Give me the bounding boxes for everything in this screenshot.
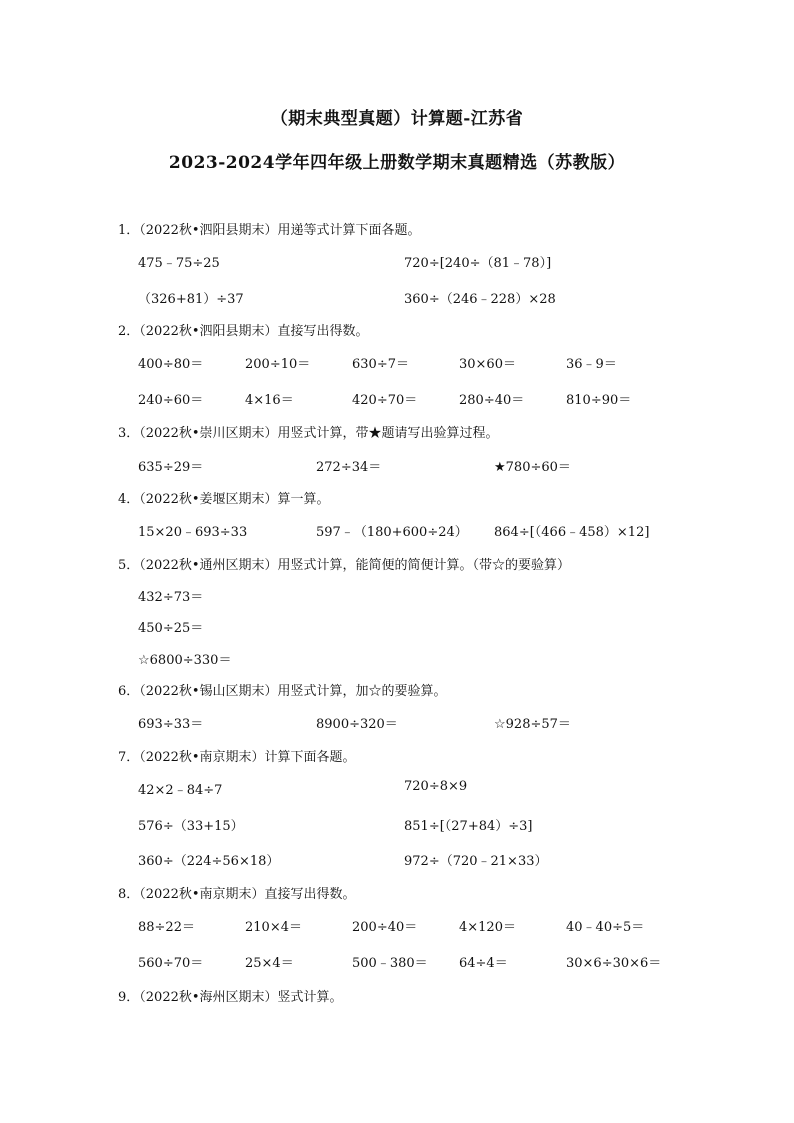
question-7-item: 360÷（224÷56×18）: [138, 854, 280, 869]
question-2-item: 630÷7＝: [352, 357, 409, 372]
question-8-item: 64÷4＝: [459, 956, 508, 971]
question-2-item: 240÷60＝: [138, 393, 204, 408]
question-3-item: 635÷29＝: [138, 460, 204, 475]
question-5-item: ☆6800÷330＝: [138, 653, 232, 668]
question-1-item: （326+81）÷37: [138, 292, 244, 307]
question-7: 7．（2022秋•南京期末）计算下面各题。: [118, 750, 356, 765]
question-8-item: 30×6÷30×6＝: [566, 956, 662, 971]
question-2: 2．（2022秋•泗阳县期末）直接写出得数。: [118, 324, 369, 339]
question-8-item: 25×4＝: [245, 956, 294, 971]
question-2-item: 30×60＝: [459, 357, 516, 372]
question-7-item: 576÷（33+15）: [138, 819, 244, 834]
question-6-item: 693÷33＝: [138, 717, 204, 732]
question-1-item: 475﹣75÷25: [138, 256, 220, 271]
question-8-item: 200÷40＝: [352, 920, 418, 935]
question-1: 1．（2022秋•泗阳县期末）用递等式计算下面各题。: [118, 223, 421, 238]
document-title: （期末典型真题）计算题-江苏省: [270, 109, 524, 129]
question-2-item: 810÷90＝: [566, 393, 632, 408]
question-8-item: 4×120＝: [459, 920, 516, 935]
question-4-item: 15×20﹣693÷33: [138, 525, 248, 540]
question-4-item: 864÷[（466﹣458）×12]: [494, 525, 650, 540]
question-7-item: 851÷[（27+84）÷3]: [404, 819, 533, 834]
question-5: 5．（2022秋•通州区期末）用竖式计算，能简便的简便计算。（带☆的要验算）: [118, 558, 571, 573]
question-5-item: 432÷73＝: [138, 590, 204, 605]
question-4: 4．（2022秋•姜堰区期末）算一算。: [118, 492, 330, 507]
question-9: 9．（2022秋•海州区期末）竖式计算。: [118, 990, 343, 1005]
question-6-item: ☆928÷57＝: [494, 717, 571, 732]
question-1-item: 720÷[240÷（81﹣78）]: [404, 256, 552, 271]
question-7-item: 720÷8×9: [404, 779, 468, 794]
question-1-item: 360÷（246﹣228）×28: [404, 292, 556, 307]
question-8-item: 500﹣380＝: [352, 956, 428, 971]
question-2-item: 200÷10＝: [245, 357, 311, 372]
question-2-item: 36﹣9＝: [566, 357, 617, 372]
question-3: 3．（2022秋•崇川区期末）用竖式计算，带★题请写出验算过程。: [118, 426, 499, 441]
question-5-item: 450÷25＝: [138, 621, 204, 636]
question-8-item: 40﹣40÷5＝: [566, 920, 645, 935]
question-7-item: 42×2﹣84÷7: [138, 783, 223, 798]
question-8: 8．（2022秋•南京期末）直接写出得数。: [118, 887, 356, 902]
question-8-item: 210×4＝: [245, 920, 302, 935]
question-8-item: 88÷22＝: [138, 920, 195, 935]
question-7-item: 972÷（720﹣21×33）: [404, 854, 548, 869]
question-2-item: 420÷70＝: [352, 393, 418, 408]
question-3-item: 272÷34＝: [316, 460, 382, 475]
question-6: 6．（2022秋•锡山区期末）用竖式计算，加☆的要验算。: [118, 684, 447, 699]
question-2-item: 4×16＝: [245, 393, 294, 408]
question-8-item: 560÷70＝: [138, 956, 204, 971]
question-2-item: 280÷40＝: [459, 393, 525, 408]
question-2-item: 400÷80＝: [138, 357, 204, 372]
question-3-item: ★780÷60＝: [494, 460, 571, 475]
document-subtitle: 2023-2024学年四年级上册数学期末真题精选（苏教版）: [168, 153, 626, 173]
question-4-item: 597﹣（180+600÷24）: [316, 525, 468, 540]
question-6-item: 8900÷320＝: [316, 717, 398, 732]
